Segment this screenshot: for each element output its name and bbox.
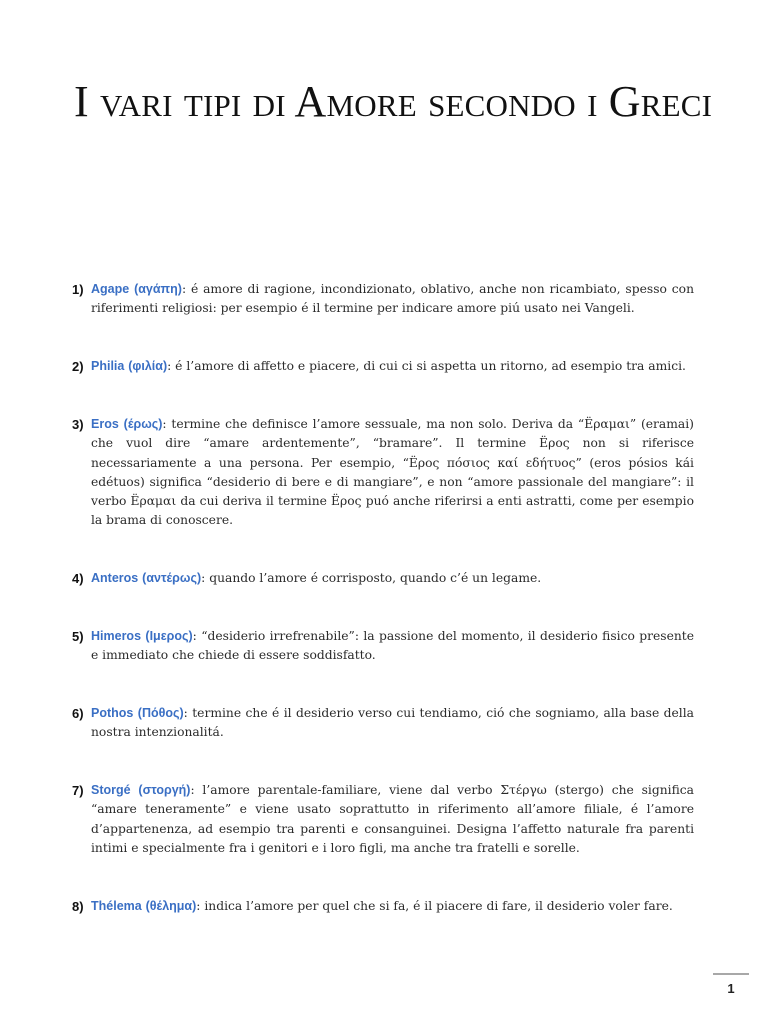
item-term: Thélema: [91, 899, 142, 913]
item-body: [91, 704, 694, 743]
item-greek-term: (Ιμερος): [145, 629, 193, 643]
list-item-agape: [72, 280, 694, 319]
item-description: : “desiderio irrefrenabile”: la passione del momento, il desiderio fisico presente e immediato che chiede di essere soddisfatto.: [91, 629, 694, 663]
item-body: [91, 627, 694, 666]
item-term: Anteros: [91, 571, 139, 585]
item-body: [91, 569, 694, 588]
list-item-eros: [72, 415, 694, 531]
item-greek-term: (στοργή): [138, 783, 191, 797]
item-body: [91, 415, 694, 531]
item-body: [91, 357, 694, 376]
item-number: 7): [72, 783, 84, 798]
list-item-philia: [72, 357, 694, 376]
item-greek-term: (αντέρως): [142, 571, 202, 585]
list-item-pothos: [72, 704, 694, 743]
item-body: [91, 781, 694, 858]
item-greek-term: (αγάπη): [134, 282, 182, 296]
list-item-anteros: [72, 569, 694, 588]
item-term: Agape: [91, 282, 130, 296]
item-greek-term: (θέλημα): [145, 899, 197, 913]
page-number: 1: [713, 973, 749, 996]
list-item-himeros: [72, 627, 694, 666]
list-item-storge: [72, 781, 694, 858]
item-body: [91, 280, 694, 319]
item-term: Storgé: [91, 783, 131, 797]
item-number: 5): [72, 629, 84, 644]
item-number: 8): [72, 899, 84, 914]
item-number: 1): [72, 282, 84, 297]
item-number: 6): [72, 706, 84, 721]
item-number: 3): [72, 417, 84, 432]
page-title: I vari tipi di Amore secondo i Greci: [74, 77, 713, 126]
item-term: Philia: [91, 359, 125, 373]
item-greek-term: (Πόθος): [137, 706, 184, 720]
item-term: Pothos: [91, 706, 134, 720]
item-number: 4): [72, 571, 84, 586]
item-description: : é amore di ragione, incondizionato, oblativo, anche non ricambiato, spesso con riferimenti religiosi: per esempio é il termine per indicare amore piú usato nei Vangeli.: [91, 282, 694, 316]
item-description: : termine che definisce l’amore sessuale, ma non solo. Deriva da “Ëραμαι” (eramai) che vuol dire “amare ardentemente”, “bramare”. Il termine Ëρος non si riferisce necessariamente a una persona. Per esempio, “Ëρος πόσιος καί εδήτυος” (eros pósios kái edétuos) significa “desiderio di bere e di mangiare”, e non “amore passionale del mangiare”: il verbo Ëραμαι da cui deriva il termine Ëρος puó anche riferirsi a enti astratti, come per esempio la brama di conoscere.: [91, 417, 694, 528]
item-description: : l’amore parentale-familiare, viene dal verbo Στέργω (stergo) che significa “amare teneramente” e viene usato soprattutto in riferimento all’amore filiale, é l’amore d’appartenenza, ad esempio tra parenti e consanguinei. Designa l’affetto naturale fra parenti intimi e specialmente fra i genitori e i loro figli, ma anche tra fratelli e sorelle.: [91, 783, 694, 855]
item-description: : indica l’amore per quel che si fa, é il piacere di fare, il desiderio voler fare.: [196, 899, 673, 913]
item-body: [91, 897, 694, 916]
item-greek-term: (έρως): [123, 417, 163, 431]
list-item-thelema: [72, 897, 694, 916]
item-greek-term: (φιλία): [128, 359, 168, 373]
item-term: Eros: [91, 417, 119, 431]
item-description: : quando l’amore é corrisposto, quando c’é un legame.: [201, 571, 542, 585]
item-description: : é l’amore di affetto e piacere, di cui ci si aspetta un ritorno, ad esempio tra amici.: [167, 359, 686, 373]
item-term: Himeros: [91, 629, 142, 643]
item-description: : termine che é il desiderio verso cui tendiamo, ció che sogniamo, alla base della nostra intenzionalitá.: [91, 706, 694, 740]
item-number: 2): [72, 359, 84, 374]
